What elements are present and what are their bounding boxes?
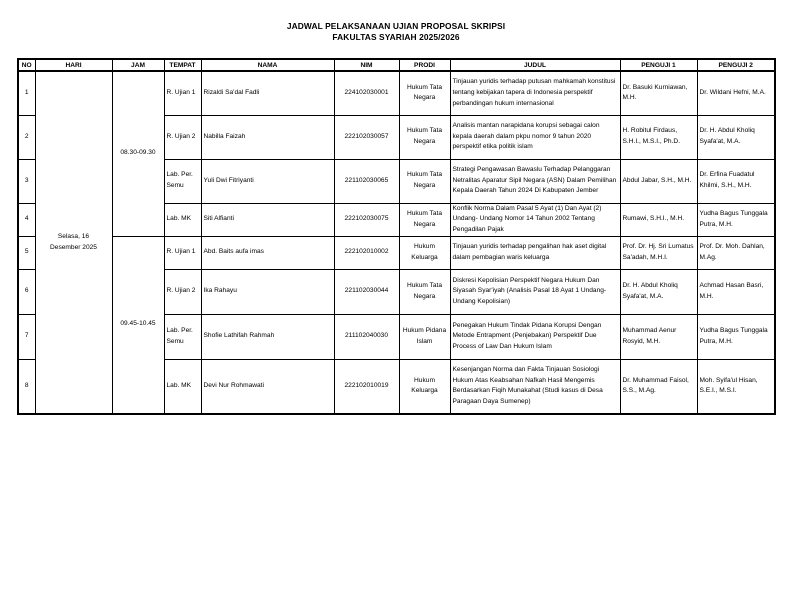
cell-tempat: Lab. MK xyxy=(164,359,201,414)
schedule-table xyxy=(17,58,776,415)
cell-judul: Penegakan Hukum Tindak Pidana Korupsi Dengan Metode Entrapment (Penjebakan) Perspektif Due Process of Law Dan Hukum Islam xyxy=(450,314,620,359)
cell-penguji2: Dr. Wildani Hefni, M.A. xyxy=(697,71,775,115)
cell-prodi: Hukum Keluarga xyxy=(399,359,450,414)
cell-penguji1: H. Robitul Firdaus, S.H.I., M.S.I., Ph.D. xyxy=(620,115,697,159)
cell-nim: 222102030075 xyxy=(334,203,399,236)
cell-nama: Nabilla Faizah xyxy=(201,115,334,159)
table-row xyxy=(18,236,775,269)
table-row xyxy=(18,71,775,115)
cell-nama: Abd. Baits aufa imas xyxy=(201,236,334,269)
header-nama: NAMA xyxy=(201,59,334,71)
header-row xyxy=(18,59,775,71)
cell-penguji2: Dr. Erfina Fuadatul Khilmi, S.H., M.H. xyxy=(697,159,775,203)
cell-judul: Diskresi Kepolisian Perspektif Negara Hukum Dan Siyasah Syar'iyah (Analisis Pasal 18 Ayat 1 Undang-Undang Kepolisian) xyxy=(450,269,620,314)
cell-no: 7 xyxy=(18,314,35,359)
cell-hari: Selasa, 16 Desember 2025 xyxy=(35,71,112,414)
cell-prodi: Hukum Tata Negara xyxy=(399,269,450,314)
cell-penguji2: Dr. H. Abdul Kholiq Syafa'at, M.A. xyxy=(697,115,775,159)
header-tempat: TEMPAT xyxy=(164,59,201,71)
cell-penguji1: Rumawi, S.H.I., M.H. xyxy=(620,203,697,236)
cell-prodi: Hukum Keluarga xyxy=(399,236,450,269)
cell-nama: Siti Alfianti xyxy=(201,203,334,236)
cell-penguji1: Dr. Muhammad Faisol, S.S., M.Ag. xyxy=(620,359,697,414)
cell-no: 6 xyxy=(18,269,35,314)
header-judul: JUDUL xyxy=(450,59,620,71)
cell-judul: Tinjauan yuridis terhadap putusan mahkamah konstitusi tentang kebijakan tapera di Indonesia perspektif perbandingan hukum internasional xyxy=(450,71,620,115)
cell-penguji2: Yudha Bagus Tunggala Putra, M.H. xyxy=(697,203,775,236)
cell-tempat: R. Ujian 1 xyxy=(164,71,201,115)
header-penguji2: PENGUJI 2 xyxy=(697,59,775,71)
cell-penguji2: Yudha Bagus Tunggala Putra, M.H. xyxy=(697,314,775,359)
cell-prodi: Hukum Tata Negara xyxy=(399,203,450,236)
cell-nim: 211102040030 xyxy=(334,314,399,359)
cell-nama: Devi Nur Rohmawati xyxy=(201,359,334,414)
cell-tempat: Lab. Per. Semu xyxy=(164,159,201,203)
cell-nim: 222102010002 xyxy=(334,236,399,269)
page-subtitle: FAKULTAS SYARIAH 2025/2026 xyxy=(332,32,460,42)
cell-penguji1: Dr. Basuki Kurniawan, M.H. xyxy=(620,71,697,115)
cell-prodi: Hukum Pidana Islam xyxy=(399,314,450,359)
cell-nim: 222102030057 xyxy=(334,115,399,159)
cell-no: 4 xyxy=(18,203,35,236)
cell-judul: Kesenjangan Norma dan Fakta Tinjauan Sosiologi Hukum Atas Keabsahan Nafkah Hasil Mengemis Berdasarkan Fiqih Munakahat (Studi kasus di Desa Paragaan Daya Sumenep) xyxy=(450,359,620,414)
page-title: JADWAL PELAKSANAAN UJIAN PROPOSAL SKRIPSI xyxy=(286,21,506,31)
cell-no: 5 xyxy=(18,236,35,269)
title-block xyxy=(0,21,792,43)
cell-nama: Ika Rahayu xyxy=(201,269,334,314)
cell-tempat: R. Ujian 2 xyxy=(164,115,201,159)
cell-judul: Analisis mantan narapidana korupsi sebagai calon kepala daerah dalam pkpu nomor 9 tahun 2020 perspektif etika politik islam xyxy=(450,115,620,159)
header-penguji1: PENGUJI 1 xyxy=(620,59,697,71)
cell-penguji1: Abdul Jabar, S.H., M.H. xyxy=(620,159,697,203)
cell-jam: 09.45-10.45 xyxy=(112,236,164,414)
cell-prodi: Hukum Tata Negara xyxy=(399,71,450,115)
cell-prodi: Hukum Tata Negara xyxy=(399,115,450,159)
cell-tempat: R. Ujian 2 xyxy=(164,269,201,314)
cell-penguji1: Dr. H. Abdul Kholiq Syafa'at, M.A. xyxy=(620,269,697,314)
cell-nama: Rizaldi Sa'dal Fadli xyxy=(201,71,334,115)
cell-penguji2: Moh. Syifa'ul Hisan, S.E.I., M.S.I. xyxy=(697,359,775,414)
cell-nama: Yuli Dwi Fitriyanti xyxy=(201,159,334,203)
cell-no: 3 xyxy=(18,159,35,203)
header-prodi: PRODI xyxy=(399,59,450,71)
cell-judul: Konflik Norma Dalam Pasal 5 Ayat (1) Dan Ayat (2) Undang- Undang Nomor 14 Tahun 2002 Tentang Pengadilan Pajak xyxy=(450,203,620,236)
cell-penguji1: Prof. Dr. Hj. Sri Lumatus Sa'adah, M.H.I. xyxy=(620,236,697,269)
cell-jam: 08.30-09.30 xyxy=(112,71,164,236)
header-no: NO xyxy=(18,59,35,71)
cell-tempat: R. Ujian 1 xyxy=(164,236,201,269)
cell-nim: 224102030001 xyxy=(334,71,399,115)
header-hari: HARI xyxy=(35,59,112,71)
cell-nama: Shofie Lathifah Rahmah xyxy=(201,314,334,359)
cell-penguji2: Prof. Dr. Moh. Dahlan, M.Ag. xyxy=(697,236,775,269)
cell-no: 1 xyxy=(18,71,35,115)
header-nim: NIM xyxy=(334,59,399,71)
cell-nim: 221102030044 xyxy=(334,269,399,314)
cell-no: 2 xyxy=(18,115,35,159)
cell-tempat: Lab. MK xyxy=(164,203,201,236)
cell-prodi: Hukum Tata Negara xyxy=(399,159,450,203)
cell-nim: 222102010019 xyxy=(334,359,399,414)
cell-nim: 221102030065 xyxy=(334,159,399,203)
cell-tempat: Lab. Per. Semu xyxy=(164,314,201,359)
header-jam: JAM xyxy=(112,59,164,71)
cell-penguji2: Achmad Hasan Basri, M.H. xyxy=(697,269,775,314)
cell-judul: Tinjauan yuridis terhadap pengalihan hak aset digital dalam pembagian waris keluarga xyxy=(450,236,620,269)
cell-penguji1: Muhammad Aenur Rosyid, M.H. xyxy=(620,314,697,359)
cell-no: 8 xyxy=(18,359,35,414)
cell-judul: Strategi Pengawasan Bawaslu Terhadap Pelanggaran Netralitas Aparatur Sipil Negara (ASN) Dalam Pemilihan Kepala Daerah Tahun 2024 Di Kabupaten Jember xyxy=(450,159,620,203)
